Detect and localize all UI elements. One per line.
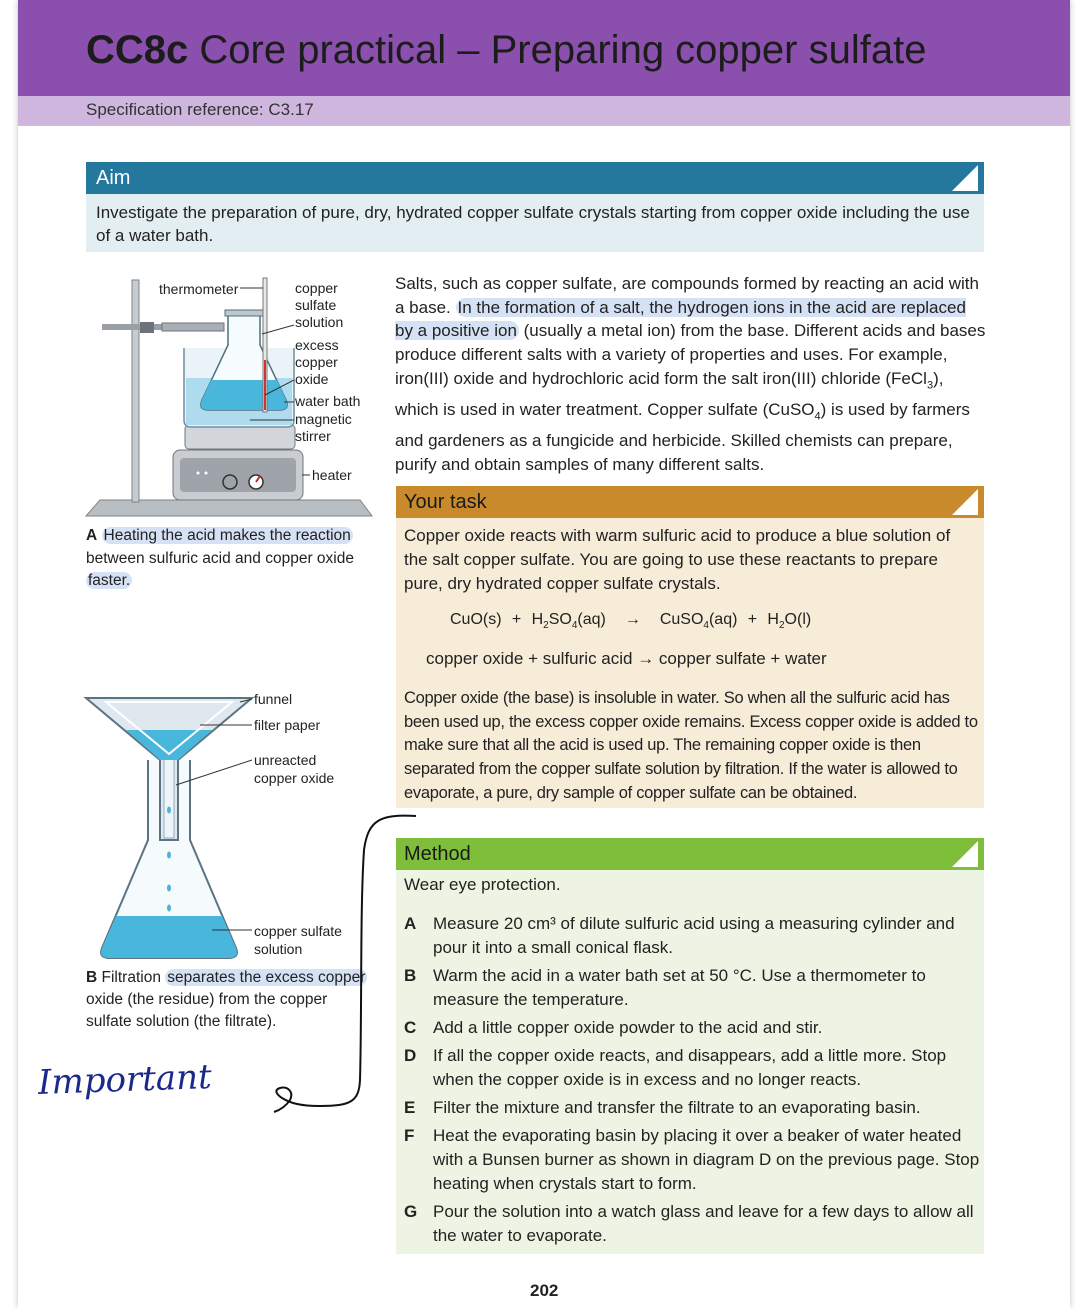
page-number: 202	[530, 1281, 559, 1300]
highlight: In the formation of a salt, the hydrogen ions in the acid are replaced by a positive ion	[395, 297, 966, 341]
aim-text: Investigate the preparation of pure, dry, hydrated copper sulfate crystals starting from copper oxide including the use of a water bath.	[96, 203, 970, 245]
figure-b-caption: B Filtration separates the excess copper oxide (the residue) from the copper sulfate solution (the filtrate).	[86, 969, 366, 1030]
label-water-bath: water bath	[295, 393, 361, 409]
task-explanation: Copper oxide (the base) is insoluble in water. So when all the sulfuric acid has been used up, the excess copper oxide remains. Excess copper oxide is added to make sure that all the acid is used up. The remaining copper oxide is then separated from the copper sulfate solution by filtration. If the water is allowed to evaporate, a pure, dry sample of copper sulfate can be obtained.	[404, 689, 978, 802]
page-title: CC8c Core practical – Preparing copper sulfate	[86, 28, 927, 72]
label-copper-sulfate-solution-b: copper sulfate solution	[254, 923, 342, 957]
task-heading: Your task	[404, 491, 487, 513]
method-heading-bar	[396, 838, 984, 870]
annotation-bracket	[260, 810, 420, 1120]
method-step: F Heat the evaporating basin by placing it over a beaker of water heated with a Bunsen burner as shown in diagram D on the previous page. Stop heating when crystals start to form.	[404, 1126, 980, 1193]
handwritten-note: Important	[37, 1056, 213, 1104]
method-step: A Measure 20 cm³ of dilute sulfuric acid using a measuring cylinder and pour it into a small conical flask.	[404, 914, 955, 957]
method-step: E Filter the mixture and transfer the filtrate to an evaporating basin.	[404, 1098, 921, 1117]
label-excess-copper-oxide: excess copper oxide	[295, 337, 339, 387]
task-text: Copper oxide reacts with warm sulfuric acid to produce a blue solution of the salt copper sulfate. You are going to use these reactants to prepare pure, dry hydrated copper sulfate crystals.	[404, 526, 951, 593]
symbol-equation: $CuO(s) + H_2SO_4(aq)$ → CuSO$_4$(aq) + $H_2O(l)$	[450, 611, 812, 632]
intro-paragraph: Salts, such as copper sulfate, are compounds formed by reacting an acid with a base. In the formation of a salt, the hydrogen ions in the acid are replaced by a positive ion (usually a metal ion) from the base. Different acids and bases produce different salts with a variety of properties and uses. For example, iron(III) oxide and hydrochloric acid form the salt iron(III) chloride (FeCl$_3$), which is used in water treatment. Copper sulfate (CuSO$_4$) is used by farmers and gardeners as a fungicide and herbicide. Skilled chemists can prepare, purify and obtain samples of many different salts.	[395, 274, 986, 474]
method-step: D If all the copper oxide reacts, and disappears, add a little more. Stop when the copper oxide is in excess and no longer reacts.	[404, 1046, 947, 1089]
spec-reference: Specification reference: C3.17	[86, 100, 314, 119]
safety-note: Wear eye protection.	[404, 875, 561, 894]
method-step: G Pour the solution into a watch glass and leave for a few days to allow all the water to evaporate.	[404, 1202, 974, 1245]
corner-triangle-icon	[952, 841, 978, 867]
aim-heading-bar	[86, 162, 984, 194]
label-magnetic-stirrer: magnetic stirrer	[295, 411, 352, 444]
label-thermometer: thermometer	[159, 281, 239, 297]
method-step: C Add a little copper oxide powder to the acid and stir.	[404, 1018, 823, 1037]
word-equation: copper oxide + sulfuric acid → copper sulfate + water	[426, 649, 827, 668]
corner-triangle-icon	[952, 165, 978, 191]
method-steps	[404, 912, 980, 1252]
method-heading: Method	[404, 843, 471, 865]
figure-a-caption: A Heating the acid makes the reaction between sulfuric acid and copper oxide faster.	[86, 527, 354, 589]
method-step: B Warm the acid in a water bath set at 50 °C. Use a thermometer to measure the temperature.	[404, 966, 926, 1009]
label-funnel: funnel	[254, 691, 293, 707]
corner-triangle-icon	[952, 489, 978, 515]
label-copper-sulfate-solution: copper sulfate solution	[295, 280, 344, 330]
aim-heading: Aim	[96, 167, 131, 189]
label-heater: heater	[312, 467, 352, 483]
label-filter-paper: filter paper	[254, 717, 321, 733]
label-unreacted-copper-oxide: unreacted copper oxide	[254, 752, 335, 786]
